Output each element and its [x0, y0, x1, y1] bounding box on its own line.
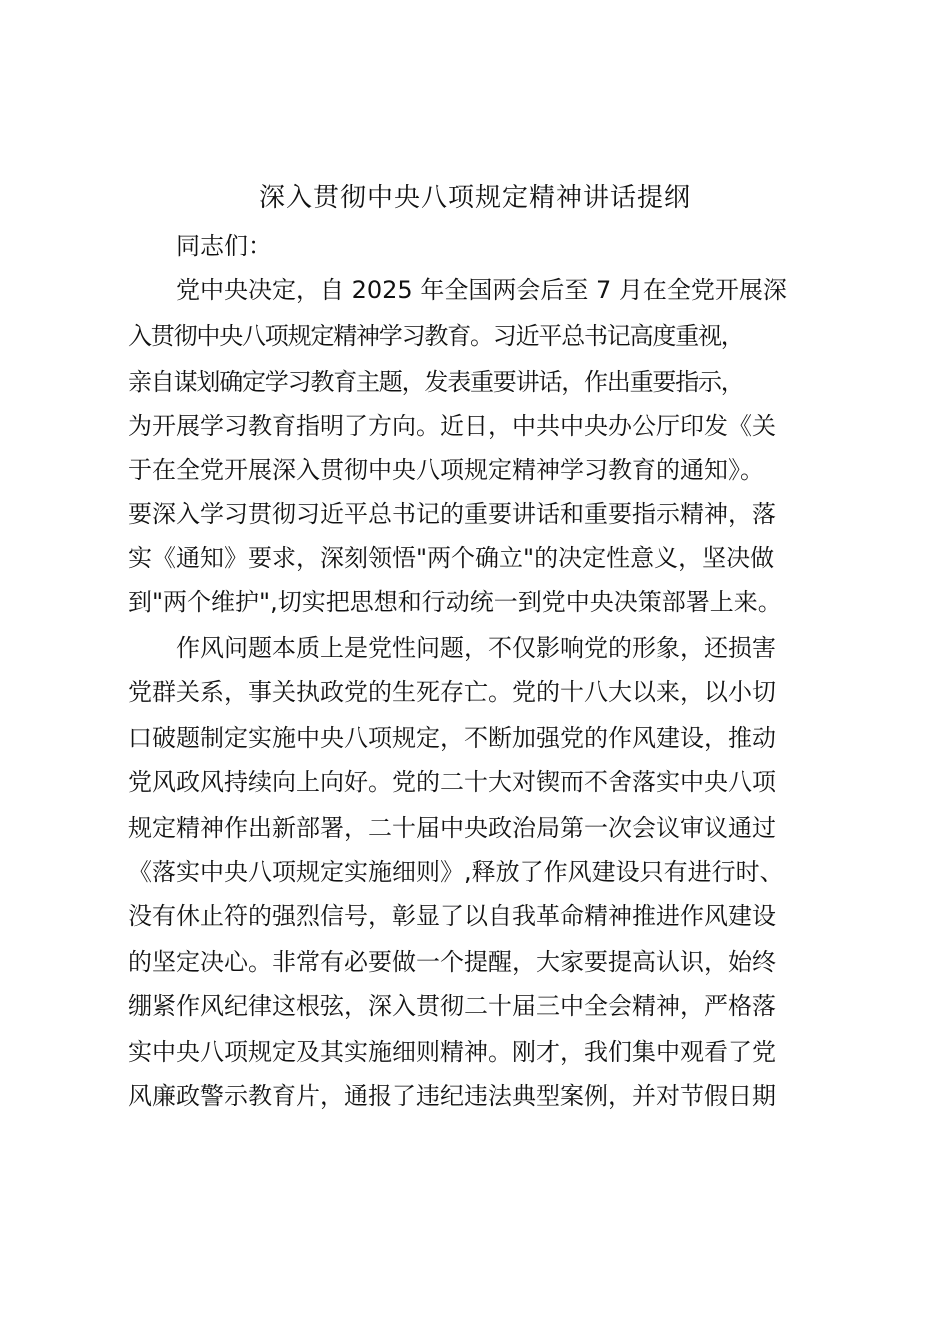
paragraph-line: 于在全党开展深入贯彻中央八项规定精神学习教育的通知》。 [128, 456, 764, 484]
paragraph-line: 没有休止符的强烈信号，彰显了以自我革命精神推进作风建设 [128, 902, 776, 930]
paragraph-line: 《落实中央八项规定实施细则》,释放了作风建设只有进行时、 [128, 858, 784, 886]
paragraph-line: 到"两个维护",切实把思想和行动统一到党中央决策部署上来。 [128, 588, 782, 616]
paragraph-line: 实中央八项规定及其实施细则精神。刚才，我们集中观看了党 [128, 1038, 776, 1066]
paragraph-line: 党风政风持续向上向好。党的二十大对锲而不舍落实中央八项 [128, 768, 776, 796]
salutation: 同志们： [176, 232, 272, 260]
paragraph-line: 作风问题本质上是党性问题，不仅影响党的形象，还损害 [176, 634, 776, 662]
paragraph-line: 实《通知》要求，深刻领悟"两个确立"的决定性意义，坚决做 [128, 544, 775, 572]
paragraph-line: 入贯彻中央八项规定精神学习教育。习近平总书记高度重视， [128, 322, 744, 350]
paragraph-line: 党群关系，事关执政党的生死存亡。党的十八大以来，以小切 [128, 678, 776, 706]
paragraph-line: 风廉政警示教育片，通报了违纪违法典型案例，并对节假日期 [128, 1082, 776, 1110]
document-title: 深入贯彻中央八项规定精神讲话提纲 [258, 183, 691, 213]
paragraph-line: 绷紧作风纪律这根弦，深入贯彻二十届三中全会精神，严格落 [128, 992, 776, 1020]
paragraph-line: 党中央决定，自 2025 年全国两会后至 7 月在全党开展深 [176, 276, 787, 304]
paragraph-line: 规定精神作出新部署，二十届中央政治局第一次会议审议通过 [128, 814, 776, 842]
paragraph-line: 为开展学习教育指明了方向。近日，中共中央办公厅印发《关 [128, 412, 776, 440]
paragraph-line: 口破题制定实施中央八项规定，不断加强党的作风建设，推动 [128, 724, 776, 752]
paragraph-line: 的坚定决心。非常有必要做一个提醒，大家要提高认识，始终 [128, 948, 776, 976]
paragraph-line: 亲自谋划确定学习教育主题，发表重要讲话，作出重要指示， [128, 368, 744, 396]
paragraph-line: 要深入学习贯彻习近平总书记的重要讲话和重要指示精神，落 [128, 500, 776, 528]
